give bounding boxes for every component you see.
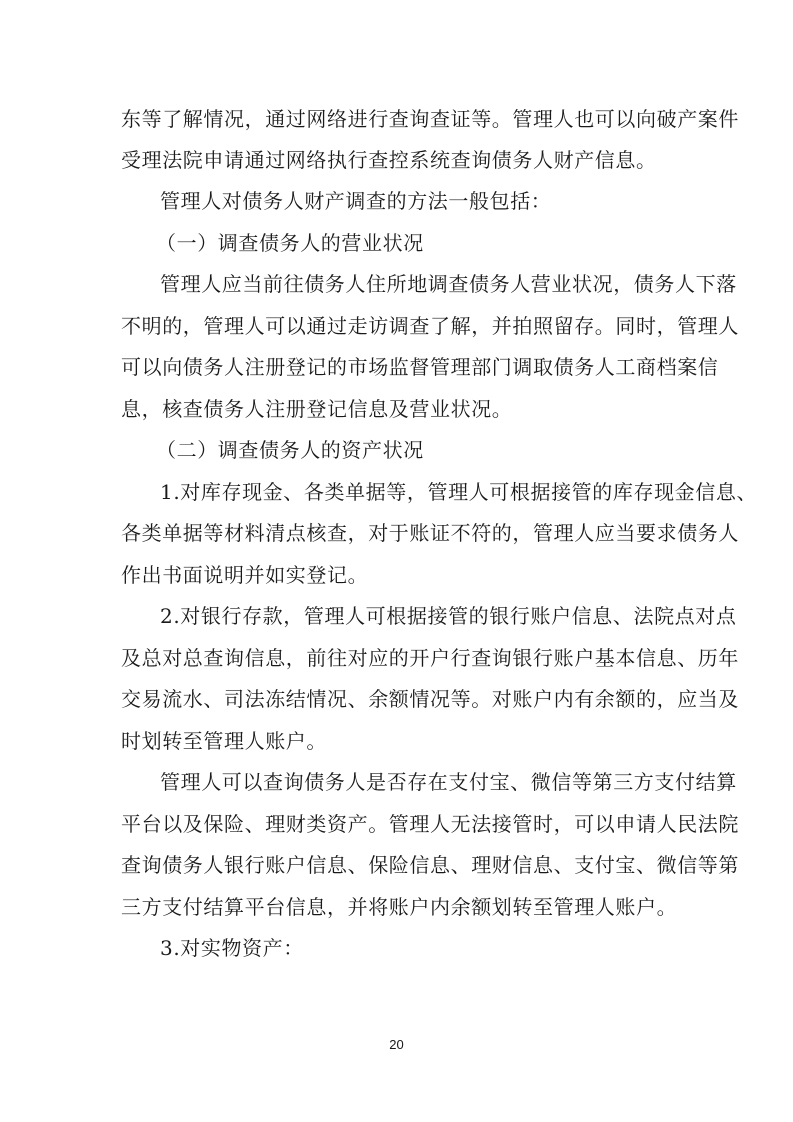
text-line: 受理法院申请通过网络执行查控系统查询债务人财产信息。 — [121, 148, 657, 172]
text-line: 管理人应当前往债务人住所地调查债务人营业状况，债务人下落 — [160, 272, 737, 296]
text-line: 不明的，管理人可以通过走访调查了解，并拍照留存。同时，管理人 — [121, 314, 739, 338]
text-line: 及总对总查询信息，前往对应的开户行查询银行账户基本信息、历年 — [121, 646, 739, 670]
text-line: 作出书面说明并如实登记。 — [121, 563, 369, 587]
section-heading: （二）调查债务人的资产状况 — [156, 438, 424, 462]
text-line: 1.对库存现金、各类单据等，管理人可根据接管的库存现金信息、 — [160, 480, 758, 504]
text-line: 平台以及保险、理财类资产。管理人无法接管时，可以申请人民法院 — [121, 812, 739, 836]
text-line: 各类单据等材料清点核查，对于账证不符的，管理人应当要求债务人 — [121, 521, 739, 545]
text-line: 管理人可以查询债务人是否存在支付宝、微信等第三方支付结算 — [160, 770, 737, 794]
page-number: 20 — [389, 1037, 404, 1052]
text-line: 交易流水、司法冻结情况、余额情况等。对账户内有余额的，应当及 — [121, 687, 739, 711]
text-line: 管理人对债务人财产调查的方法一般包括： — [160, 189, 552, 213]
text-line: 息，核查债务人注册登记信息及营业状况。 — [121, 397, 513, 421]
text-line: 时划转至管理人账户。 — [121, 729, 327, 753]
text-line: 可以向债务人注册登记的市场监督管理部门调取债务人工商档案信 — [121, 355, 719, 379]
text-line: 查询债务人银行账户信息、保险信息、理财信息、支付宝、微信等第 — [121, 853, 739, 877]
section-heading: （一）调查债务人的营业状况 — [156, 231, 424, 255]
text-line: 3.对实物资产： — [160, 936, 304, 960]
text-line: 三方支付结算平台信息，并将账户内余额划转至管理人账户。 — [121, 895, 678, 919]
text-line: 东等了解情况，通过网络进行查询查证等。管理人也可以向破产案件 — [121, 107, 739, 131]
text-line: 2.对银行存款，管理人可根据接管的银行账户信息、法院点对点 — [160, 604, 737, 628]
